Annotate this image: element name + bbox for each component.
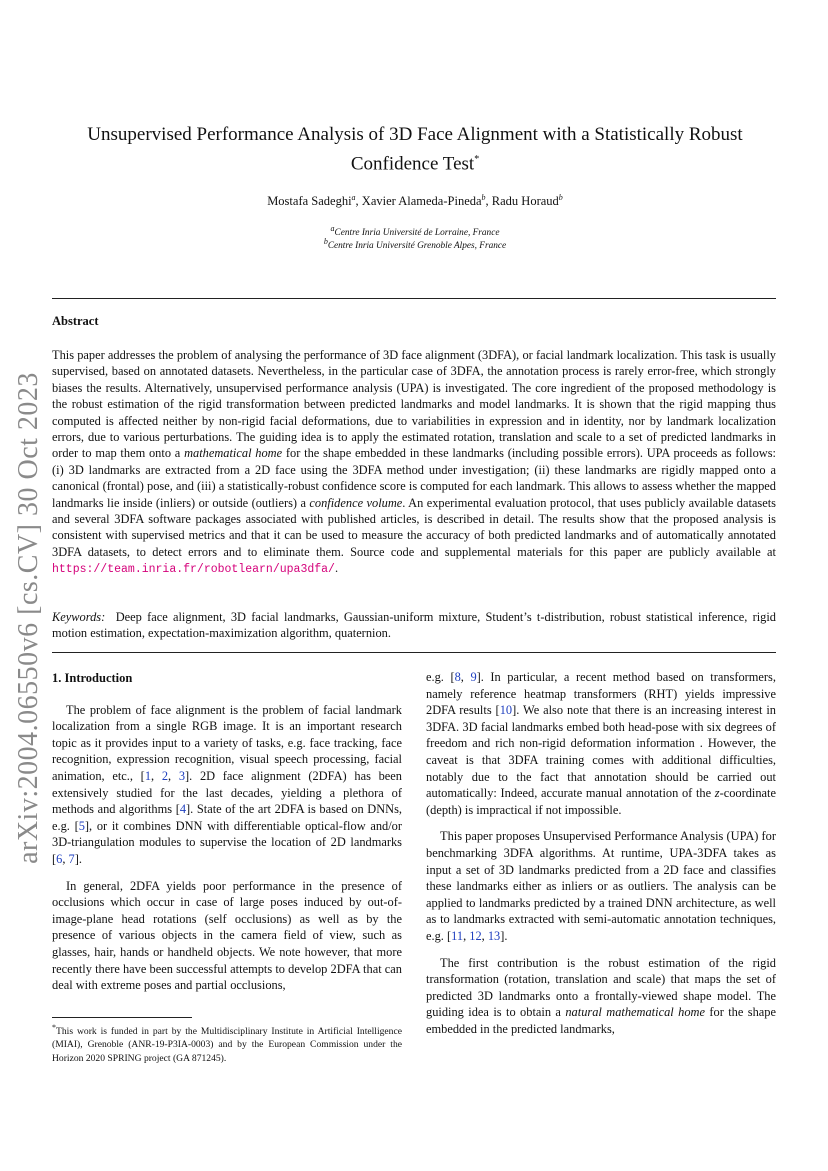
citation-link[interactable]: 12	[469, 928, 482, 943]
author-name: Radu Horaud	[491, 194, 559, 209]
section-heading: 1. Introduction	[52, 671, 133, 685]
supplemental-materials-link[interactable]: https://team.inria.fr/robotlearn/upa3dfa/	[52, 563, 335, 577]
citation-link[interactable]: 10	[499, 703, 513, 718]
arxiv-side-stamp	[6, 365, 52, 870]
citation-link[interactable]: 7	[68, 851, 75, 866]
citation-link[interactable]: 6	[56, 851, 63, 866]
paper-title: Unsupervised Performance Analysis of 3D Face Alignment with a Statistically Robust Confidence Test*	[87, 124, 743, 175]
author-name: Mostafa Sadeghi	[267, 194, 352, 209]
citation-link[interactable]: 13	[487, 928, 501, 943]
affiliation-b: $^b$Centre Inria Université Grenoble Alpes, France	[323, 237, 507, 252]
citation-link[interactable]: 3	[178, 768, 186, 783]
footnote-divider	[52, 1017, 192, 1018]
right-column	[426, 669, 776, 1047]
affiliation-a: $^a$Centre Inria Université de Lorraine, France	[330, 224, 500, 239]
title-footnote-mark: *	[474, 154, 480, 165]
abstract-divider	[52, 652, 776, 653]
intro-paragraph-4: The first contribution is the robust estimation of the rigid transformation (rotation, translation and scale) that maps the set of predicted 3D landmarks onto a frontally-viewed shape model. The guiding idea is to obtain a natural mathematical home for the shape embedded in the predicted landmarks,	[426, 955, 777, 1036]
intro-paragraph-2: In general, 2DFA yields poor performance in the presence of occlusions which occur in case of large poses induced by out-of-image-plane head rotations (self occlusions) as well as by the presence of various objects in the camera field of view, such as glasses, hair, hands or handheld objects. We note however, that more recently there have been successful attempts to develop 2DFA that can deal with extreme poses and partial occlusions,	[52, 878, 402, 993]
funding-footnote: *This work is funded in part by the Multidisciplinary Institute in Artificial Intelligence (MIAI), Grenoble (ANR-19-P3IA-0003) and by the European Commission under the Horizon 2020 SPRING project (GA 871245).	[52, 1023, 402, 1064]
keywords	[52, 609, 776, 642]
citation-link[interactable]: 4	[179, 802, 187, 817]
intro-paragraph-3: This paper proposes Unsupervised Performance Analysis (UPA) for benchmarking 3DFA algorithms. At runtime, UPA-3DFA takes as input a set of 3D landmarks predicted from a 2D face and classifies these landmarks either as inliers or as outliers. The analysis can be applied to landmarks predicted by a trained DNN architecture, as well as to landmarks extracted with semi-automatic annotation techniques, e.g. [11, 12, 13].	[426, 829, 776, 943]
header-divider	[52, 298, 776, 299]
intro-paragraph-2-continued: e.g. [8, 9]. In particular, a recent method based on transformers, namely reference heatmap transformers (RHT) yields impressive 2DFA results [10]. We also note that there is an increasing interest in 3DFA. 3D facial landmarks embed both head-pose with six degrees of freedom and rich non-rigid deformation information . However, the caveat is that 3DFA training comes with additional difficulties, notably due to the fact that annotation should be carried out automatically: Indeed, accurate manual annotation of the z-coordinate (depth) is impractical if not impossible.	[426, 670, 776, 817]
citation-link[interactable]: 9	[470, 670, 477, 684]
keywords-text: Deep face alignment, 3D facial landmarks, Gaussian-uniform mixture, Student’s t-distribution, robust statistical inference, rigid motion estimation, expectation-maximization algorithm, quaternion.	[52, 610, 776, 641]
citation-link[interactable]: 8	[454, 670, 461, 684]
citation-link[interactable]: 2	[161, 768, 169, 783]
citation-link[interactable]: 11	[451, 928, 464, 943]
abstract-text: This paper addresses the problem of analysing the performance of 3D face alignment (3DFA), or facial landmark localization. This task is usually supervised, based on annotated datasets. Nevertheless, in the particular case of 3DFA, the annotation process is rarely error-free, which strongly biases the results. Alternatively, unsupervised performance analysis (UPA) is investigated. The core ingredient of the proposed methodology is the robust estimation of the rigid transformation between predicted landmarks and model landmarks. It is shown that the rigid mapping thus computed is affected neither by non-rigid facial deformations, due to variabilities in expression and in identity, nor by landmark localization errors, due to various perturbations. The guiding idea is to apply the estimated rotation, translation and scale to a set of predicted landmarks in order to map them onto a mathematical home for the shape embedded in these landmarks (including possible errors). UPA proceeds as follows: (i) 3D landmarks are extracted from a 2D face using the 3DFA method under investigation; (ii) these landmarks are rigidly mapped onto a canonical (frontal) pose, and (iii) a statistically-robust confidence score is computed for each landmark. This allows to assess whether the mapped landmarks lie inside (inliers) or outside (outliers) a confidence volume. An experimental evaluation protocol, that uses publicly available datasets and several 3DFA software packages associated with published articles, is described in detail. The results show that the proposed analysis is consistent with supervised metrics and that it can be used to measure the accuracy of both predicted landmarks and of automatically annotated 3DFA datasets, to detect errors and to eliminate them. Source code and supplemental materials for this paper are publicly available at https://team.inria.fr/robotlearn/upa3dfa/.	[52, 348, 776, 577]
author-name: Xavier Alameda-Pineda	[361, 194, 482, 209]
author-list: Mostafa Sadeghi$^a$, Xavier Alameda-Pineda$^b$, Radu Horaud$^b$	[267, 193, 563, 209]
citation-link[interactable]: 5	[78, 818, 85, 833]
intro-paragraph-1: The problem of face alignment is the problem of facial landmark localization from a single RGB image. It is an important research topic as it provides input to a variety of tasks, e.g. face tracking, face recognition, expression recognition, visual speech processing, facial animation, etc., [1, 2, 3]. 2D face alignment (2DFA) has been extensively studied for the last decades, yielding a plethora of methods and algorithms [4]. State of the art 2DFA is based on DNNs, e.g. [5], or it combines DNN with differentiable optical-flow and/or 3D-triangulation modules to supervise the location of 2D landmarks [6, 7].	[52, 702, 403, 866]
left-column	[52, 669, 402, 1004]
abstract-heading: Abstract	[52, 314, 99, 328]
citation-link[interactable]: 1	[144, 768, 152, 783]
arxiv-identifier: arXiv:2004.06550v6 [cs.CV] 30 Oct 2023	[13, 371, 44, 864]
keywords-label: Keywords:	[52, 610, 106, 624]
